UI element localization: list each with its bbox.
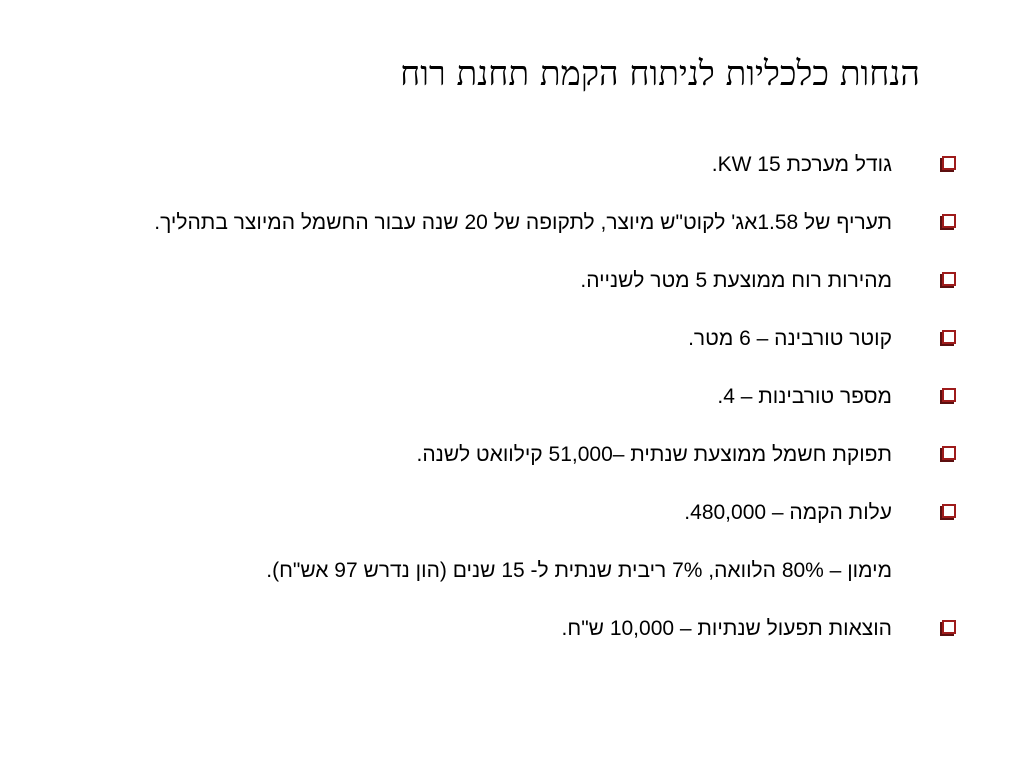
list-item-text: תפוקת חשמל ממוצעת שנתית –51,000 קילוואט לשנה. [416,443,892,466]
list-item-operating-costs [10,604,964,653]
list-item-text: מהירות רוח ממוצעת 5 מטר לשנייה. [580,269,892,292]
list-item-financing [10,546,964,595]
hollow-square-bullet-icon [942,272,956,286]
hollow-square-bullet-icon [942,446,956,460]
hollow-square-bullet-icon [942,620,956,634]
hollow-square-bullet-icon [942,388,956,402]
list-item-wind-speed [10,256,964,305]
hollow-square-bullet-icon [942,214,956,228]
list-item-text: מספר טורבינות – 4. [717,385,892,408]
hollow-square-bullet-icon [942,504,956,518]
list-item-tariff [10,198,964,247]
list-item-annual-output [10,430,964,479]
hollow-square-bullet-icon [942,330,956,344]
hollow-square-bullet-icon [942,156,956,170]
list-item-system-size [10,140,964,189]
list-item-setup-cost [10,488,964,537]
list-item-turbine-count [10,372,964,421]
slide-title: הנחות כלכליות לניתוח הקמת תחנת רוח [400,54,920,94]
list-item-text: הוצאות תפעול שנתיות – 10,000 ש"ח. [561,617,892,640]
list-item-text: מימון – 80% הלוואה, 7% ריבית שנתית ל- 15 שנים (הון נדרש 97 אש"ח). [266,559,892,582]
bullet-list [10,140,964,662]
list-item-turbine-diameter [10,314,964,363]
list-item-text: עלות הקמה – 480,000. [684,501,892,524]
list-item-text: קוטר טורבינה – 6 מטר. [688,327,892,350]
list-item-text: תעריף של 1.58אג' לקוט"ש מיוצר, לתקופה של 20 שנה עבור החשמל המיוצר בתהליך. [154,211,892,234]
list-item-text: גודל מערכת 15 KW. [711,153,892,176]
